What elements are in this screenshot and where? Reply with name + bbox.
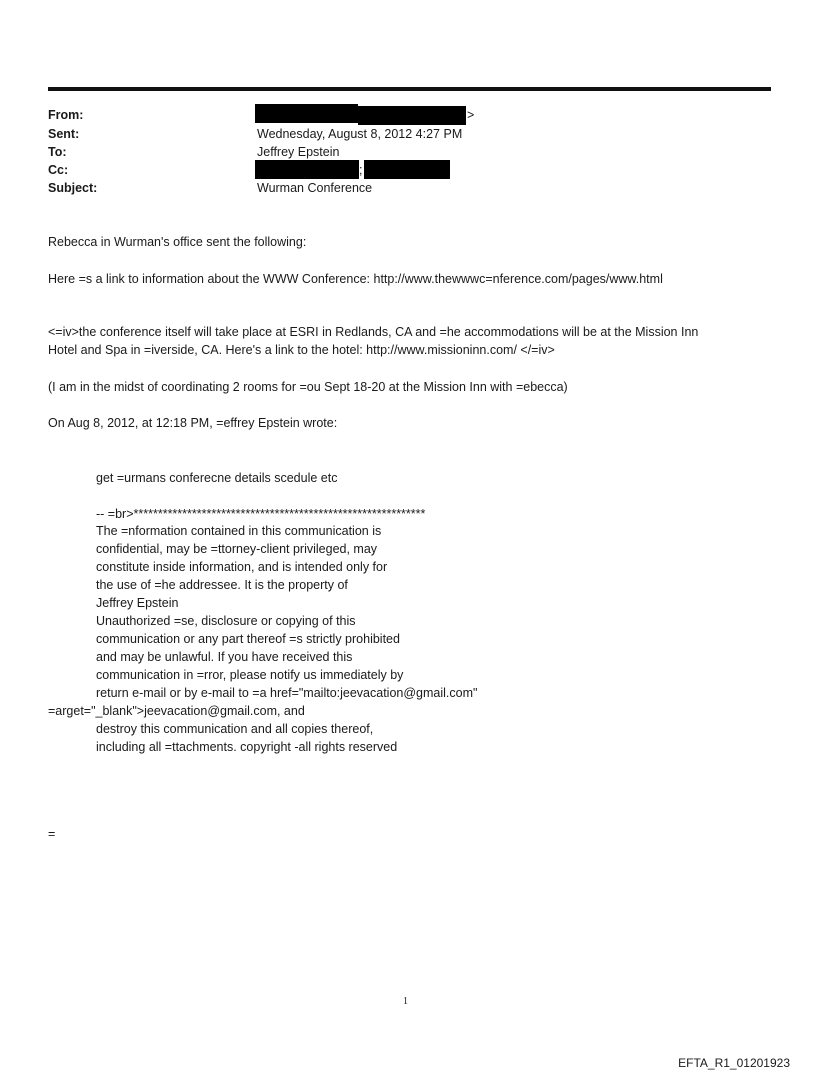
quote-intro: On Aug 8, 2012, at 12:18 PM, =effrey Epstein wrote: xyxy=(48,416,338,430)
quoted-line: -- =br>************************************************************ xyxy=(96,507,426,521)
quoted-line: Unauthorized =se, disclosure or copying of this xyxy=(96,614,356,628)
quoted-line: confidential, may be =ttorney-client privileged, may xyxy=(96,542,378,556)
cc-value: ; xyxy=(359,163,363,177)
redaction-from-1 xyxy=(255,104,358,123)
quoted-line: destroy this communication and all copies thereof, xyxy=(96,722,374,736)
body-paragraph: Here =s a link to information about the WWW Conference: http://www.thewwwc=nference.com/pages/www.html xyxy=(48,272,663,286)
quoted-line: communication or any part thereof =s strictly prohibited xyxy=(96,632,400,646)
quoted-line: get =urmans conferecne details scedule etc xyxy=(96,471,338,485)
cc-label: Cc: xyxy=(48,163,69,177)
quoted-line: including all =ttachments. copyright -all rights reserved xyxy=(96,740,398,754)
body-paragraph: (I am in the midst of coordinating 2 rooms for =ou Sept 18-20 at the Mission Inn with =ebecca) xyxy=(48,380,568,394)
from-value: > xyxy=(467,108,475,122)
redaction-cc-2 xyxy=(364,160,450,179)
to-value: Jeffrey Epstein xyxy=(257,145,340,159)
body-paragraph: Rebecca in Wurman's office sent the following: xyxy=(48,235,307,249)
sent-value: Wednesday, August 8, 2012 4:27 PM xyxy=(257,127,463,141)
quoted-line: constitute inside information, and is intended only for xyxy=(96,560,388,574)
quoted-line: communication in =rror, please notify us immediately by xyxy=(96,668,404,682)
page-number: 1 xyxy=(403,996,408,1007)
redaction-cc-1 xyxy=(255,160,359,179)
quoted-line: The =nformation contained in this communication is xyxy=(96,524,382,538)
quoted-line: the use of =he addressee. It is the property of xyxy=(96,578,348,592)
quoted-line: Jeffrey Epstein xyxy=(96,596,179,610)
header-rule xyxy=(48,87,771,91)
body-paragraph: <=iv>the conference itself will take place at ESRI in Redlands, CA and =he accommodations will be at the Mission Inn xyxy=(48,325,699,339)
quoted-line: return e-mail or by e-mail to =a href="mailto:jeevacation@gmail.com" xyxy=(96,686,478,700)
subject-value: Wurman Conference xyxy=(257,181,373,195)
to-label: To: xyxy=(48,145,67,159)
document-id: EFTA_R1_01201923 xyxy=(678,1056,790,1070)
quoted-line: and may be unlawful. If you have received this xyxy=(96,650,353,664)
quoted-line: =arget="_blank">jeevacation@gmail.com, and xyxy=(48,704,305,718)
subject-label: Subject: xyxy=(48,181,98,195)
body-paragraph: Hotel and Spa in =iverside, CA. Here's a link to the hotel: http://www.missioninn.com/ </=iv> xyxy=(48,343,555,357)
sent-label: Sent: xyxy=(48,127,80,141)
trailer-text: = xyxy=(48,827,56,841)
from-label: From: xyxy=(48,108,84,122)
redaction-from-2 xyxy=(358,106,466,125)
